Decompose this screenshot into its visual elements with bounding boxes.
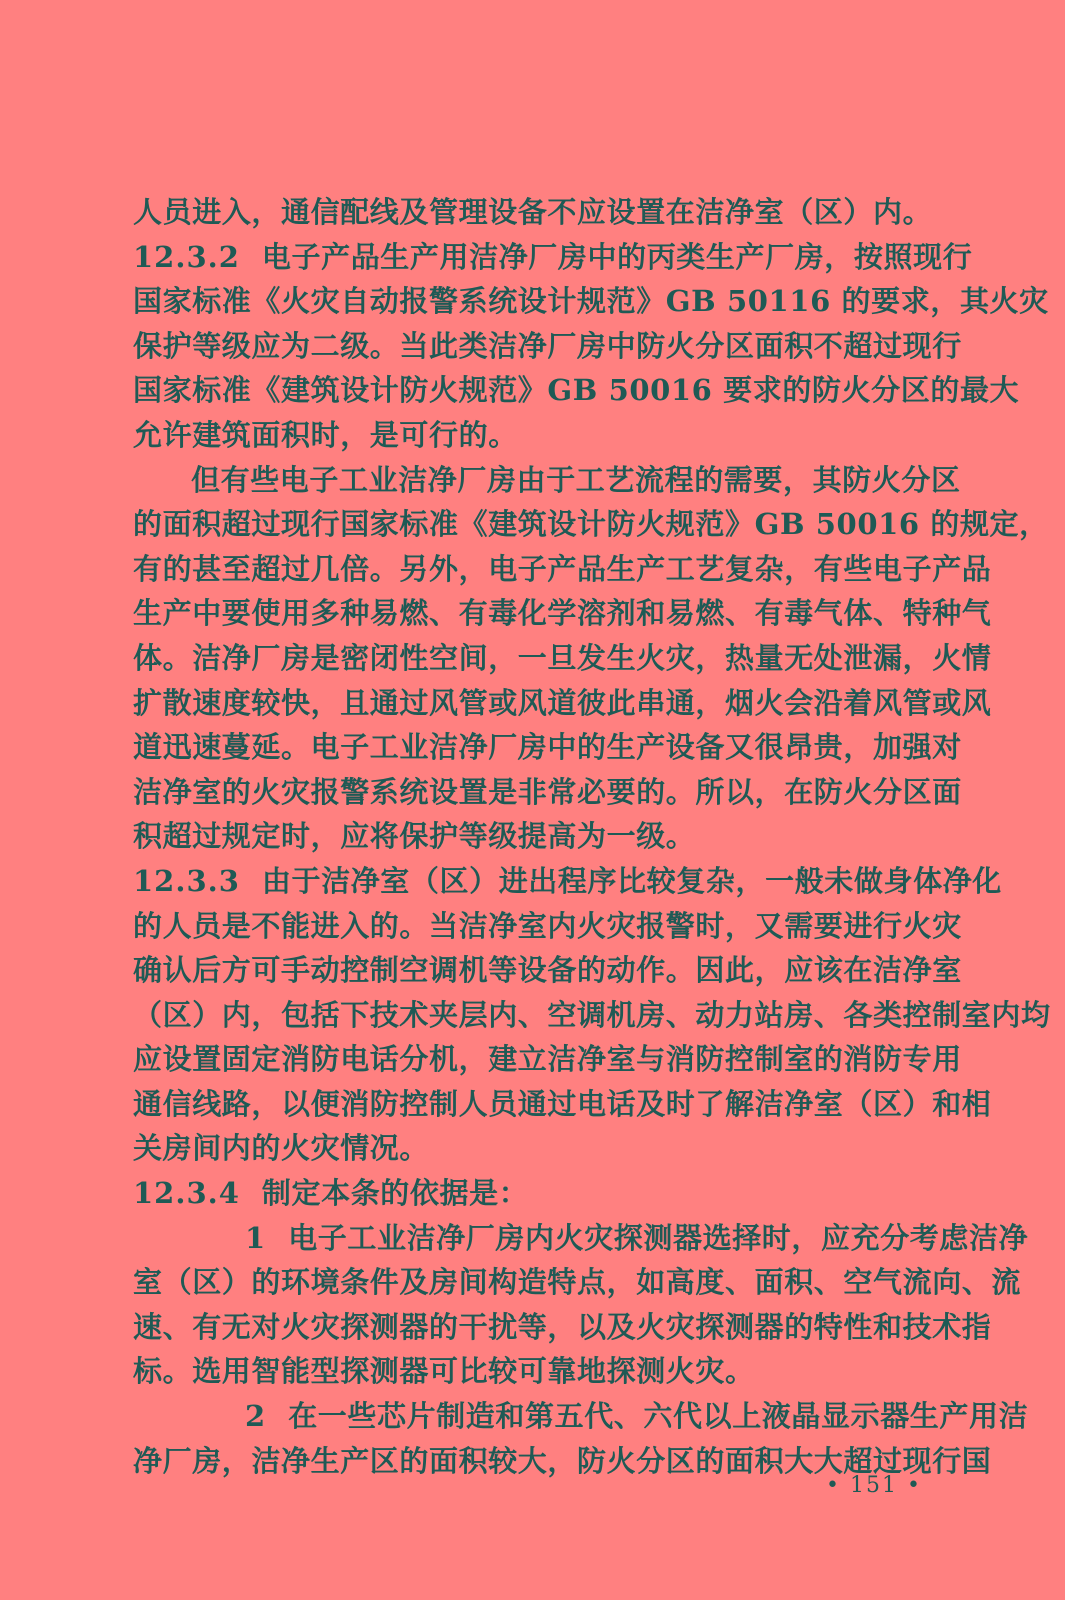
text-line: 体。洁净厂房是密闭性空间，一旦发生火灾，热量无处泄漏，火情 [133,640,992,675]
text-line: 洁净室的火灾报警系统设置是非常必要的。所以，在防火分区面 [133,774,962,809]
text-line: 扩散速度较快，且通过风管或风道彼此串通，烟火会沿着风管或风 [133,685,992,720]
body-text [133,190,1051,1483]
paragraph-indented [133,458,1049,859]
text-line: 应设置固定消防电话分机，建立洁净室与消防控制室的消防专用 [133,1042,962,1077]
text-line: 制定本条的依据是： [261,1176,529,1211]
text-line: 电子产品生产用洁净厂房中的丙类生产厂房，按照现行 [261,239,973,274]
text-line: 速、有无对火灾探测器的干扰等，以及火灾探测器的特性和技术指 [133,1309,992,1344]
clause-12-3-2 [133,235,1049,458]
page-number: • 151 • [826,1473,922,1498]
text-line: 的面积超过现行国家标准《建筑设计防火规范》GB 50016 的规定， [133,507,1049,542]
text-line: 保护等级应为二级。当此类洁净厂房中防火分区面积不超过现行 [133,328,962,363]
text-line: 通信线路，以便消防控制人员通过电话及时了解洁净室（区）和相 [133,1086,992,1121]
text-line: 国家标准《建筑设计防火规范》GB 50016 要求的防火分区的最大 [133,373,1020,408]
text-line: 室（区）的环境条件及房间构造特点，如高度、面积、空气流向、流 [133,1265,1022,1300]
clause-first-line [133,235,973,280]
text-line: 净厂房，洁净生产区的面积较大，防火分区的面积大大超过现行国 [133,1443,992,1478]
text-line: 人员进入，通信配线及管理设备不应设置在洁净室（区）内。 [133,195,933,229]
list-item-first-line [133,1394,1029,1439]
clause-number: 12.3.3 [133,863,240,898]
text-line: 的人员是不能进入的。当洁净室内火灾报警时，又需要进行火灾 [133,908,962,943]
text-line: 道迅速蔓延。电子工业洁净厂房中的生产设备又很昂贵，加强对 [133,730,962,765]
text-line: 允许建筑面积时，是可行的。 [133,417,518,452]
list-item-1 [133,1216,1029,1394]
clause-12-3-3 [133,859,1051,1171]
text-line: 积超过规定时，应将保护等级提高为一级。 [133,819,696,854]
text-line: （区）内，包括下技术夹层内、空调机房、动力站房、各类控制室内均 [133,997,1051,1032]
list-item-2 [133,1394,1029,1483]
text-line: 在一些芯片制造和第五代、六代以上液晶显示器生产用洁 [288,1399,1029,1434]
text-line: 标。选用智能型探测器可比较可靠地探测火灾。 [133,1354,755,1389]
text-line: 但有些电子工业洁净厂房由于工艺流程的需要，其防火分区 [191,462,961,497]
text-line: 电子工业洁净厂房内火灾探测器选择时，应充分考虑洁净 [288,1220,1029,1255]
text-line: 由于洁净室（区）进出程序比较复杂，一般未做身体净化 [261,863,1002,898]
clause-number: 12.3.2 [133,239,240,274]
clause-first-line [133,1171,941,1216]
paragraph-continuation [133,190,941,235]
clause-12-3-4 [133,1171,941,1216]
item-number: 2 [245,1399,267,1434]
list-item-first-line [133,1216,1029,1261]
item-number: 1 [245,1220,267,1255]
text-line: 国家标准《火灾自动报警系统设计规范》GB 50116 的要求，其火灾 [133,284,1049,319]
text-line: 关房间内的火灾情况。 [133,1131,430,1166]
clause-number: 12.3.4 [133,1176,240,1211]
text-line: 确认后方可手动控制空调机等设备的动作。因此，应该在洁净室 [133,953,962,988]
text-line: 有的甚至超过几倍。另外，电子产品生产工艺复杂，有些电子产品 [133,551,992,586]
clause-first-line [133,859,1002,904]
text-line: 生产中要使用多种易燃、有毒化学溶剂和易燃、有毒气体、特种气 [133,596,992,631]
